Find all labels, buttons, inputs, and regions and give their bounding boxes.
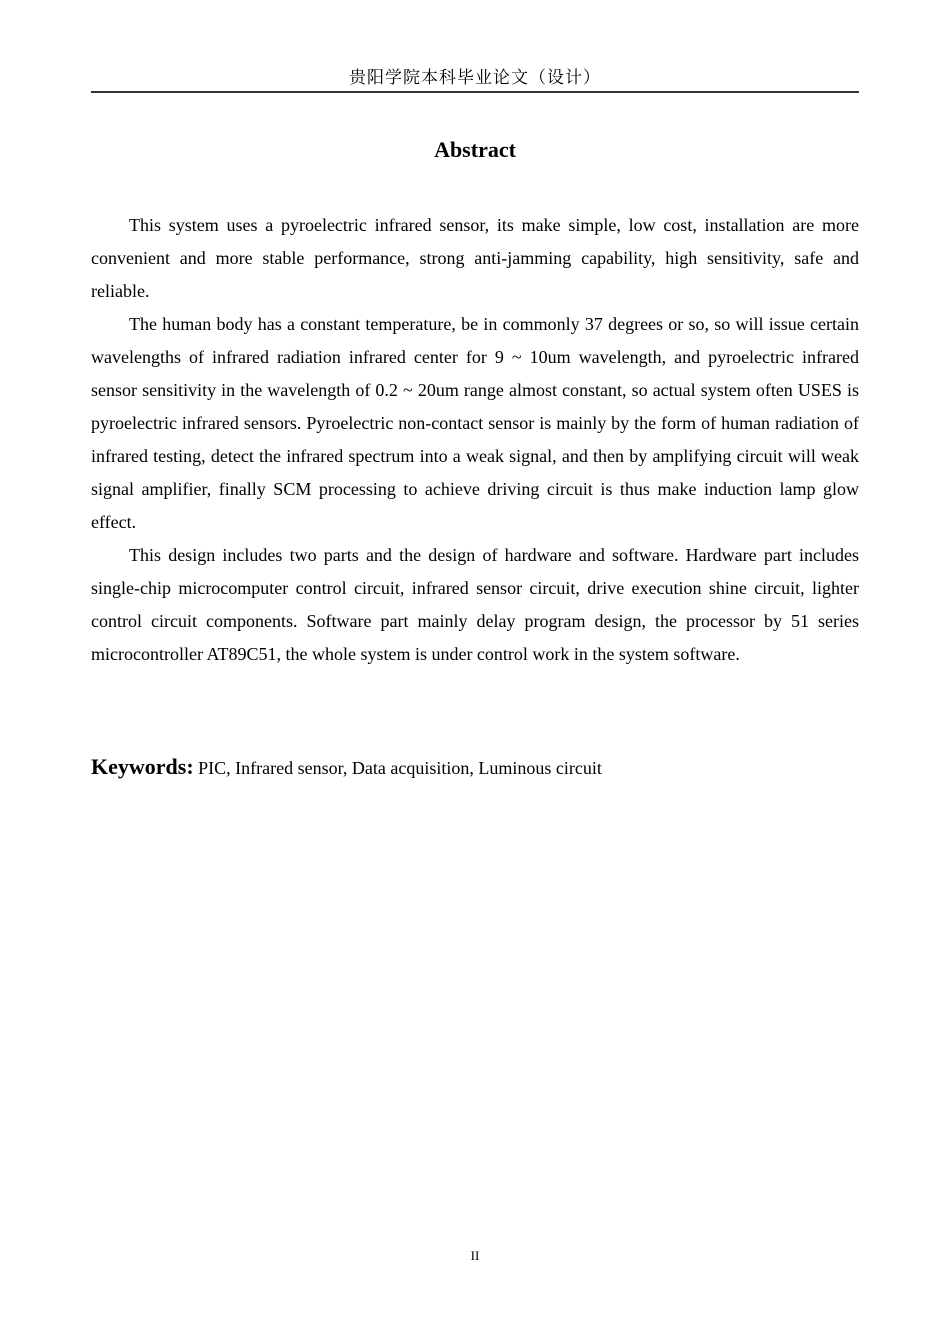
header-rule xyxy=(91,91,859,93)
page-header: 贵阳学院本科毕业论文（设计） xyxy=(349,68,601,88)
keywords xyxy=(91,752,859,783)
paragraph: This design includes two parts and the design of hardware and software. Hardware part includes single-chip microcomputer control circuit, infrared sensor circuit, drive execution shine circuit, lighter control circuit components. Software part mainly delay program design, the processor by 51 series microcontroller AT89C51, the whole system is under control work in the system software. xyxy=(91,545,859,664)
abstract-body xyxy=(91,209,859,671)
page-number: II xyxy=(470,1248,480,1263)
keywords-label: Keywords: xyxy=(91,754,194,779)
keywords-value: PIC, Infrared sensor, Data acquisition, Luminous circuit xyxy=(193,758,602,778)
paragraph: The human body has a constant temperature, be in commonly 37 degrees or so, so will issue certain wavelengths of infrared radiation infrared center for 9 ~ 10um wavelength, and pyroelectric infrared sensor sensitivity in the wavelength of 0.2 ~ 20um range almost constant, so actual system often USES is pyroelectric infrared sensors. Pyroelectric non-contact sensor is mainly by the form of human radiation of infrared testing, detect the infrared spectrum into a weak signal, and then by amplifying circuit will weak signal amplifier, finally SCM processing to achieve driving circuit is thus make induction lamp glow effect. xyxy=(91,314,859,532)
abstract-title: Abstract xyxy=(434,137,516,162)
paragraph: This system uses a pyroelectric infrared sensor, its make simple, low cost, installation are more convenient and more stable performance, strong anti-jamming capability, high sensitivity, safe and reliable. xyxy=(91,215,859,301)
